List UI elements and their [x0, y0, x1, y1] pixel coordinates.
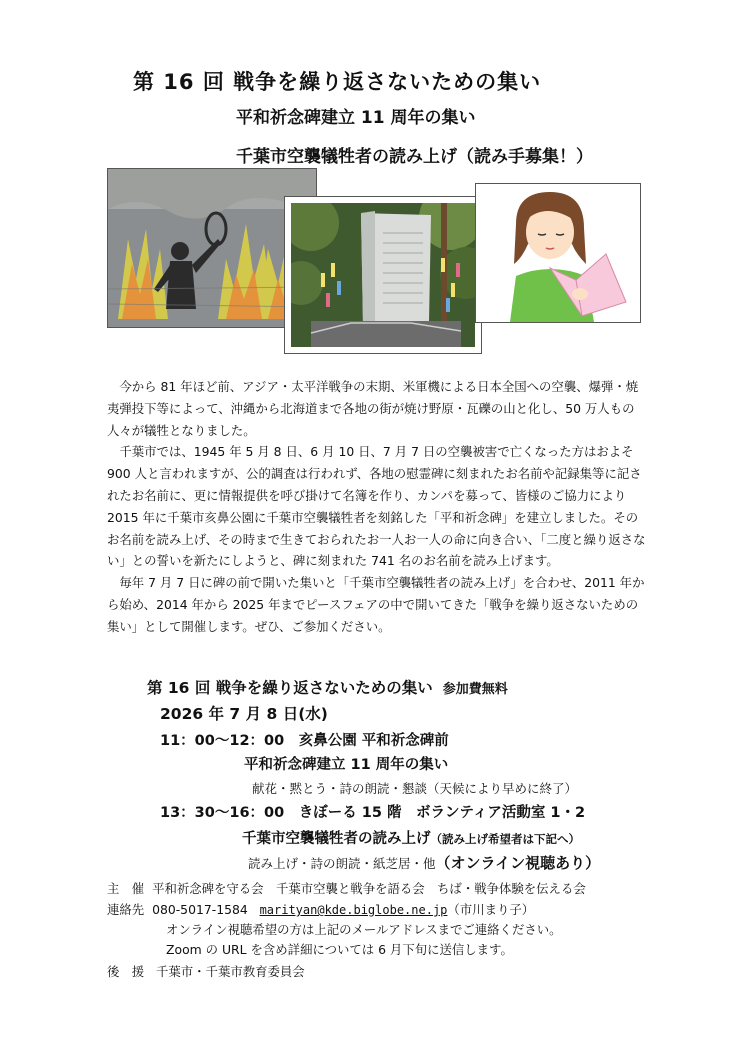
session2-name: 千葉市空襲犠牲者の読み上げ: [242, 831, 431, 847]
event-heading: [147, 676, 508, 698]
session2-heading: [242, 827, 580, 848]
organizers: 平和祈念碑を守る会 千葉市空襲と戦争を語る会 ちば・戦争体験を伝える会: [152, 881, 586, 896]
subtitle-anniversary: 平和祈念碑建立 11 周年の集い: [236, 108, 476, 128]
woman-reading-icon: [476, 184, 640, 322]
session2-detail-line: [248, 852, 600, 873]
online-viewing-label: （オンライン視聴あり）: [435, 854, 601, 872]
phone-number: 080-5017-1584: [152, 902, 248, 917]
memorial-photo: [284, 196, 482, 354]
event-heading-title: 第 16 回 戦争を繰り返さないための集い: [147, 679, 433, 697]
contact-line: [107, 900, 534, 918]
paragraph-3: 毎年 7 月 7 日に碑の前で開いた集いと「千葉市空襲犠牲者の読み上げ」を合わせ、2011 年から始め、2014 年から 2025 年までピースフェアの中で開いてきた「戦争を繰り返さないための集い」として開催します。ぜひ、ご参加ください。: [107, 575, 645, 634]
support-line: [107, 962, 305, 980]
email-link[interactable]: marityan@kde.biglobe.ne.jp: [259, 903, 448, 917]
support-label: 後 援: [107, 964, 145, 979]
fee-label: 参加費無料: [442, 682, 508, 697]
zoom-note: Zoom の URL を含め詳細については 6 月下旬に送信します。: [166, 942, 513, 957]
organizer-label: 主 催: [107, 881, 145, 896]
session1-detail: 献花・黙とう・詩の朗読・懇談（天候により早めに終了）: [252, 781, 578, 796]
session1-name: 平和祈念碑建立 11 周年の集い: [244, 757, 449, 773]
memorial-stone-illustration: [291, 203, 475, 347]
contact-label: 連絡先: [107, 902, 145, 917]
online-note: オンライン視聴希望の方は上記のメールアドレスまでご連絡ください。: [166, 922, 562, 937]
session2-detail: 読み上げ・詩の朗読・紙芝居・他: [248, 856, 436, 871]
contact-person: （市川まり子）: [447, 902, 535, 917]
session2-time-place: 13：30～16：00 きぼーる 15 階 ボランティア活動室 1・2: [160, 805, 586, 821]
paragraph-1: 今から 81 年ほど前、アジア・太平洋戦争の末期、米軍機による日本全国への空襲、爆弾・焼夷弾投下等によって、沖縄から北海道まで各地の街が焼け野原・瓦礫の山と化し、50 万人もの人々が犠牲となりました。: [107, 379, 639, 438]
reader-illustration: [475, 183, 641, 323]
page-title: 第 16 回 戦争を繰り返さないための集い: [133, 70, 542, 94]
intro-paragraph: [107, 376, 647, 638]
subtitle-reading: 千葉市空襲犠牲者の読み上げ（読み手募集！）: [236, 147, 593, 167]
paragraph-2: 千葉市では、1945 年 5 月 8 日、6 月 10 日、7 月 7 日の空襲被害で亡くなった方はおよそ 900 人と言われますが、公的調査は行われず、各地の慰霊碑に刻まれたお名前や記録集等に記されたお名前に、更に情報提供を呼び掛けて名簿を作り、カンパを募って、皆様のご協力により 2015 年に千葉市亥鼻公園に千葉市空襲犠牲者を刻銘した「平和祈念碑」を建立しました。そのお名前を読み上げ、その時まで生きておられたお一人お一人の命に向き合い、「二度と繰り返さない」との誓いを新たにしようと、碑に刻まれた 741 名のお名前を読み上げます。: [107, 444, 646, 569]
session1-time-place: 11：00～12：00 亥鼻公園 平和祈念碑前: [160, 733, 449, 749]
session2-note: （読み上げ希望者は下記へ）: [430, 832, 580, 846]
event-date: 2026 年 7 月 8 日(水): [160, 705, 328, 723]
organizer-line: [107, 879, 586, 897]
supporters: 千葉市・千葉市教育委員会: [156, 964, 305, 979]
